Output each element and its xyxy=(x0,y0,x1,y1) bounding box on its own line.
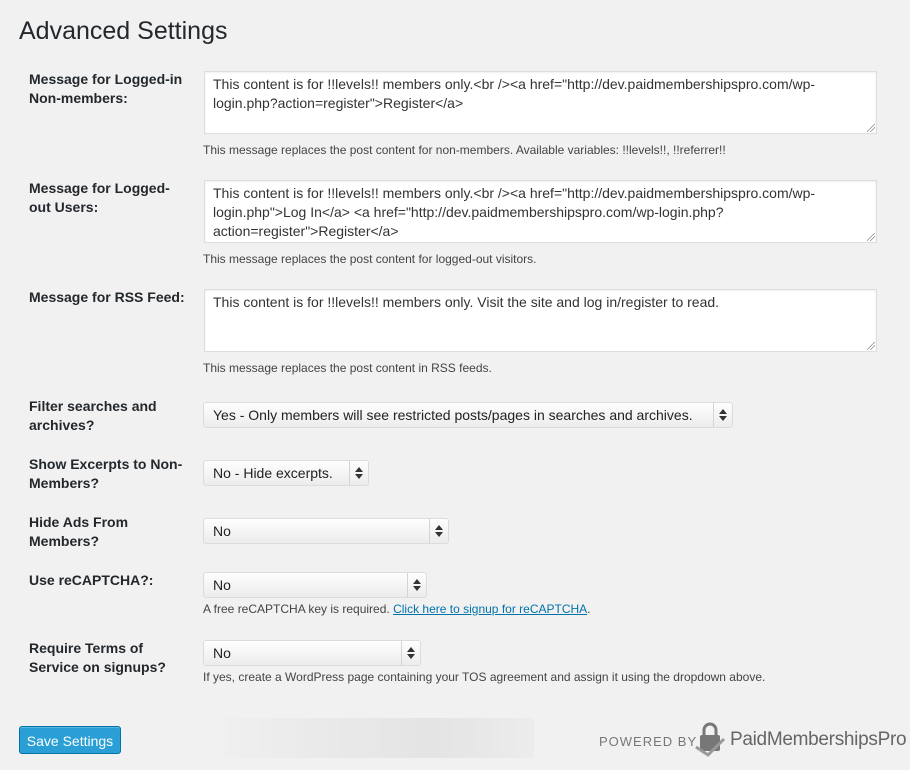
logged-out-message-description: This message replaces the post content for logged-out visitors. xyxy=(203,252,537,266)
recaptcha-description-period: . xyxy=(587,602,591,616)
recaptcha-description-text: A free reCAPTCHA key is required. xyxy=(203,602,390,616)
show-excerpts-selected: No - Hide excerpts. xyxy=(213,465,333,481)
tos-select[interactable] xyxy=(203,640,421,666)
powered-by-text: POWERED BY xyxy=(599,734,698,749)
rss-message-label: Message for RSS Feed: xyxy=(29,289,185,305)
save-settings-button[interactable]: Save Settings xyxy=(19,726,121,754)
filter-searches-label: Filter searches and archives? xyxy=(29,398,157,433)
tos-label: Require Terms of Service on signups? xyxy=(29,640,166,675)
logged-in-message-description: This message replaces the post content for non-members. Available variables: !!levels!!, !!referrer!! xyxy=(203,143,726,157)
tos-selected: No xyxy=(213,645,231,661)
logged-in-message-label: Message for Logged-in Non-members: xyxy=(29,71,183,106)
logged-out-message-label: Message for Logged-out Users: xyxy=(29,180,170,215)
recaptcha-description xyxy=(203,601,591,617)
recaptcha-signup-link[interactable]: Click here to signup for reCAPTCHA xyxy=(393,602,588,616)
logged-out-message-value[interactable]: This content is for !!levels!! members only.<br /><a href="http://dev.paidmembershipspro.com/wp-login.php">Log In</a> <a href="http://dev.paidmembershipspro.com/wp-login.php?action=register">Register</a> xyxy=(213,185,816,239)
updown-arrows-icon xyxy=(429,519,448,543)
recaptcha-select[interactable] xyxy=(203,572,427,598)
filter-searches-selected: Yes - Only members will see restricted posts/pages in searches and archives. xyxy=(213,407,693,423)
recaptcha-selected: No xyxy=(213,577,231,593)
resize-handle-icon[interactable] xyxy=(867,124,875,132)
brand-name: PaidMembershipsPro xyxy=(730,729,907,750)
filter-searches-select[interactable] xyxy=(203,402,733,428)
show-excerpts-select[interactable] xyxy=(203,460,369,486)
show-excerpts-label: Show Excerpts to Non-Members? xyxy=(29,456,183,491)
rss-message-value[interactable]: This content is for !!levels!! members only. Visit the site and log in/register to read. xyxy=(213,294,720,310)
tos-description: If yes, create a WordPress page containing your TOS agreement and assign it using the dropdown above. xyxy=(203,670,766,684)
rss-message-description: This message replaces the post content in RSS feeds. xyxy=(203,361,492,375)
resize-handle-icon[interactable] xyxy=(867,233,875,241)
page-title: Advanced Settings xyxy=(19,17,228,45)
hide-ads-selected: No xyxy=(213,523,231,539)
logged-in-message-textarea[interactable] xyxy=(204,71,877,134)
paidmembershipspro-logo-icon xyxy=(694,721,726,757)
hide-ads-label: Hide Ads From Members? xyxy=(29,514,129,549)
updown-arrows-icon xyxy=(713,403,732,427)
hide-ads-select[interactable] xyxy=(203,518,449,544)
updown-arrows-icon xyxy=(407,573,426,597)
updown-arrows-icon xyxy=(401,641,420,665)
logged-out-message-textarea[interactable] xyxy=(204,180,877,243)
blurred-region xyxy=(200,718,534,758)
recaptcha-label: Use reCAPTCHA?: xyxy=(29,572,154,588)
rss-message-textarea[interactable] xyxy=(204,289,877,352)
resize-handle-icon[interactable] xyxy=(867,342,875,350)
updown-arrows-icon xyxy=(349,461,368,485)
logged-in-message-value[interactable]: This content is for !!levels!! members only.<br /><a href="http://dev.paidmembershipspro.com/wp-login.php?action=register">Register</a> xyxy=(213,76,816,111)
